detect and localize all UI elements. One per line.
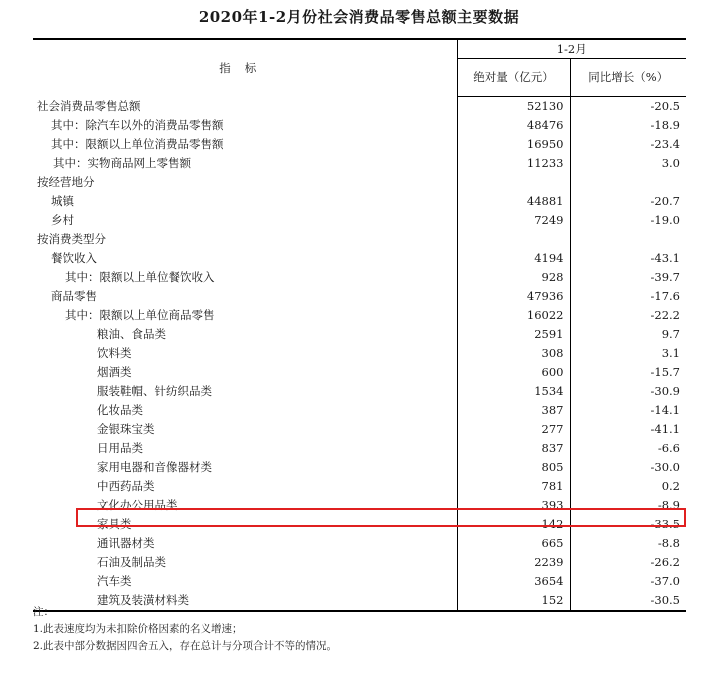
row-yoy-growth: -33.5 xyxy=(570,515,686,534)
row-yoy-growth: 3.0 xyxy=(570,154,686,173)
row-label xyxy=(33,344,457,363)
row-absolute-value: 308 xyxy=(457,344,570,363)
table-row xyxy=(33,572,686,591)
table-row xyxy=(33,116,686,135)
row-absolute-value: 2591 xyxy=(457,325,570,344)
note-item: 1.此表速度均为未扣除价格因素的名义增速； xyxy=(33,623,243,635)
table-row xyxy=(33,344,686,363)
row-absolute-value: 393 xyxy=(457,496,570,515)
table-row xyxy=(33,439,686,458)
row-absolute-value: 600 xyxy=(457,363,570,382)
table-row xyxy=(33,325,686,344)
row-absolute-value: 52130 xyxy=(457,97,570,117)
absolute-value-header: 绝对量（亿元） xyxy=(457,59,570,97)
row-label xyxy=(33,135,457,154)
row-label-text: 家具类 xyxy=(97,517,132,531)
row-label xyxy=(33,458,457,477)
row-absolute-value: 837 xyxy=(457,439,570,458)
row-yoy-growth: -22.2 xyxy=(570,306,686,325)
row-label-text: 按经营地分 xyxy=(37,175,95,189)
row-label xyxy=(33,572,457,591)
row-absolute-value: 7249 xyxy=(457,211,570,230)
row-yoy-growth: -14.1 xyxy=(570,401,686,420)
row-label xyxy=(33,534,457,553)
table-row xyxy=(33,363,686,382)
row-label xyxy=(33,363,457,382)
row-absolute-value: 152 xyxy=(457,591,570,611)
row-absolute-value xyxy=(457,173,570,192)
row-absolute-value: 665 xyxy=(457,534,570,553)
table-row xyxy=(33,401,686,420)
table-row xyxy=(33,534,686,553)
row-absolute-value: 4194 xyxy=(457,249,570,268)
row-yoy-growth: -18.9 xyxy=(570,116,686,135)
row-absolute-value: 2239 xyxy=(457,553,570,572)
table-row xyxy=(33,135,686,154)
table-row xyxy=(33,97,686,117)
row-label xyxy=(33,116,457,135)
row-yoy-growth: -17.6 xyxy=(570,287,686,306)
row-label-text: 家用电器和音像器材类 xyxy=(97,460,212,474)
notes-heading: 注： xyxy=(33,606,54,618)
row-label-text: 其中：限额以上单位消费品零售额 xyxy=(51,137,224,151)
table-row xyxy=(33,420,686,439)
row-absolute-value: 16950 xyxy=(457,135,570,154)
table-row xyxy=(33,553,686,572)
row-label-text: 粮油、食品类 xyxy=(97,327,166,341)
row-yoy-growth: 3.1 xyxy=(570,344,686,363)
row-label xyxy=(33,382,457,401)
row-yoy-growth: -43.1 xyxy=(570,249,686,268)
table-row xyxy=(33,268,686,287)
row-label xyxy=(33,553,457,572)
row-yoy-growth: -8.8 xyxy=(570,534,686,553)
row-yoy-growth: -23.4 xyxy=(570,135,686,154)
row-absolute-value: 387 xyxy=(457,401,570,420)
table-header-row xyxy=(33,39,686,59)
row-label-text: 乡村 xyxy=(51,213,74,227)
row-label xyxy=(33,477,457,496)
row-label xyxy=(33,439,457,458)
table-body xyxy=(33,97,686,612)
row-label-text: 社会消费品零售总额 xyxy=(37,98,141,113)
row-label xyxy=(33,97,457,117)
row-yoy-growth: -19.0 xyxy=(570,211,686,230)
row-label-text: 建筑及装潢材料类 xyxy=(97,593,189,607)
row-yoy-growth: -30.0 xyxy=(570,458,686,477)
row-label xyxy=(33,192,457,211)
row-label-text: 城镇 xyxy=(51,194,74,208)
row-label xyxy=(33,325,457,344)
row-label-text: 餐饮收入 xyxy=(51,251,97,265)
row-label-text: 金银珠宝类 xyxy=(97,422,155,436)
table-row xyxy=(33,230,686,249)
table-row xyxy=(33,382,686,401)
table-row xyxy=(33,287,686,306)
row-yoy-growth: -20.7 xyxy=(570,192,686,211)
row-yoy-growth xyxy=(570,173,686,192)
row-yoy-growth: 9.7 xyxy=(570,325,686,344)
row-label xyxy=(33,306,457,325)
table-row xyxy=(33,192,686,211)
row-label-text: 其中：限额以上单位商品零售 xyxy=(65,308,215,322)
row-absolute-value: 1534 xyxy=(457,382,570,401)
row-yoy-growth: -39.7 xyxy=(570,268,686,287)
row-label-text: 汽车类 xyxy=(97,574,132,588)
table-row xyxy=(33,154,686,173)
row-absolute-value: 3654 xyxy=(457,572,570,591)
row-label-text: 文化办公用品类 xyxy=(97,498,178,512)
row-label-text: 石油及制品类 xyxy=(97,555,166,569)
row-label xyxy=(33,154,457,173)
row-yoy-growth: -15.7 xyxy=(570,363,686,382)
row-absolute-value: 781 xyxy=(457,477,570,496)
table-notes xyxy=(33,604,337,655)
row-yoy-growth: -26.2 xyxy=(570,553,686,572)
row-label xyxy=(33,173,457,192)
row-yoy-growth xyxy=(570,230,686,249)
row-absolute-value: 11233 xyxy=(457,154,570,173)
row-absolute-value: 48476 xyxy=(457,116,570,135)
period-header: 1-2月 xyxy=(457,39,686,59)
row-label-text: 其中：实物商品网上零售额 xyxy=(53,156,191,170)
row-yoy-growth: -41.1 xyxy=(570,420,686,439)
highlight-box xyxy=(76,508,686,527)
row-absolute-value: 142 xyxy=(457,515,570,534)
table-row xyxy=(33,249,686,268)
row-label xyxy=(33,268,457,287)
row-label-text: 按消费类型分 xyxy=(37,232,106,246)
row-label-text: 其中：除汽车以外的消费品零售额 xyxy=(51,118,224,132)
table-row xyxy=(33,306,686,325)
row-absolute-value: 47936 xyxy=(457,287,570,306)
row-label-text: 日用品类 xyxy=(97,441,143,455)
table-row xyxy=(33,173,686,192)
row-label-text: 通讯器材类 xyxy=(97,536,155,550)
row-yoy-growth: 0.2 xyxy=(570,477,686,496)
row-absolute-value: 16022 xyxy=(457,306,570,325)
row-absolute-value: 277 xyxy=(457,420,570,439)
table-row xyxy=(33,211,686,230)
row-label-text: 化妆品类 xyxy=(97,403,143,417)
row-label xyxy=(33,287,457,306)
table-row xyxy=(33,477,686,496)
row-label xyxy=(33,211,457,230)
row-yoy-growth: -6.6 xyxy=(570,439,686,458)
row-yoy-growth: -8.9 xyxy=(570,496,686,515)
row-absolute-value: 44881 xyxy=(457,192,570,211)
table-row xyxy=(33,458,686,477)
row-yoy-growth: -37.0 xyxy=(570,572,686,591)
row-label xyxy=(33,420,457,439)
page-title: 2020年1-2月份社会消费品零售总额主要数据 xyxy=(198,8,520,26)
row-label-text: 烟酒类 xyxy=(97,365,132,379)
row-label-text: 服装鞋帽、针纺织品类 xyxy=(97,384,212,398)
row-yoy-growth: -20.5 xyxy=(570,97,686,117)
row-label xyxy=(33,230,457,249)
row-label xyxy=(33,249,457,268)
row-absolute-value: 928 xyxy=(457,268,570,287)
row-label-text: 其中：限额以上单位餐饮收入 xyxy=(65,270,215,284)
row-yoy-growth: -30.9 xyxy=(570,382,686,401)
row-absolute-value: 805 xyxy=(457,458,570,477)
row-absolute-value xyxy=(457,230,570,249)
note-item: 2.此表中部分数据因四舍五入，存在总计与分项合计不等的情况。 xyxy=(33,640,338,652)
row-label-text: 中西药品类 xyxy=(97,479,155,493)
row-label-text: 饮料类 xyxy=(97,346,132,360)
yoy-growth-header: 同比增长（%） xyxy=(570,59,686,97)
indicator-header: 指标 xyxy=(33,39,457,97)
row-label xyxy=(33,401,457,420)
row-label-text: 商品零售 xyxy=(51,289,97,303)
row-yoy-growth: -30.5 xyxy=(570,591,686,611)
